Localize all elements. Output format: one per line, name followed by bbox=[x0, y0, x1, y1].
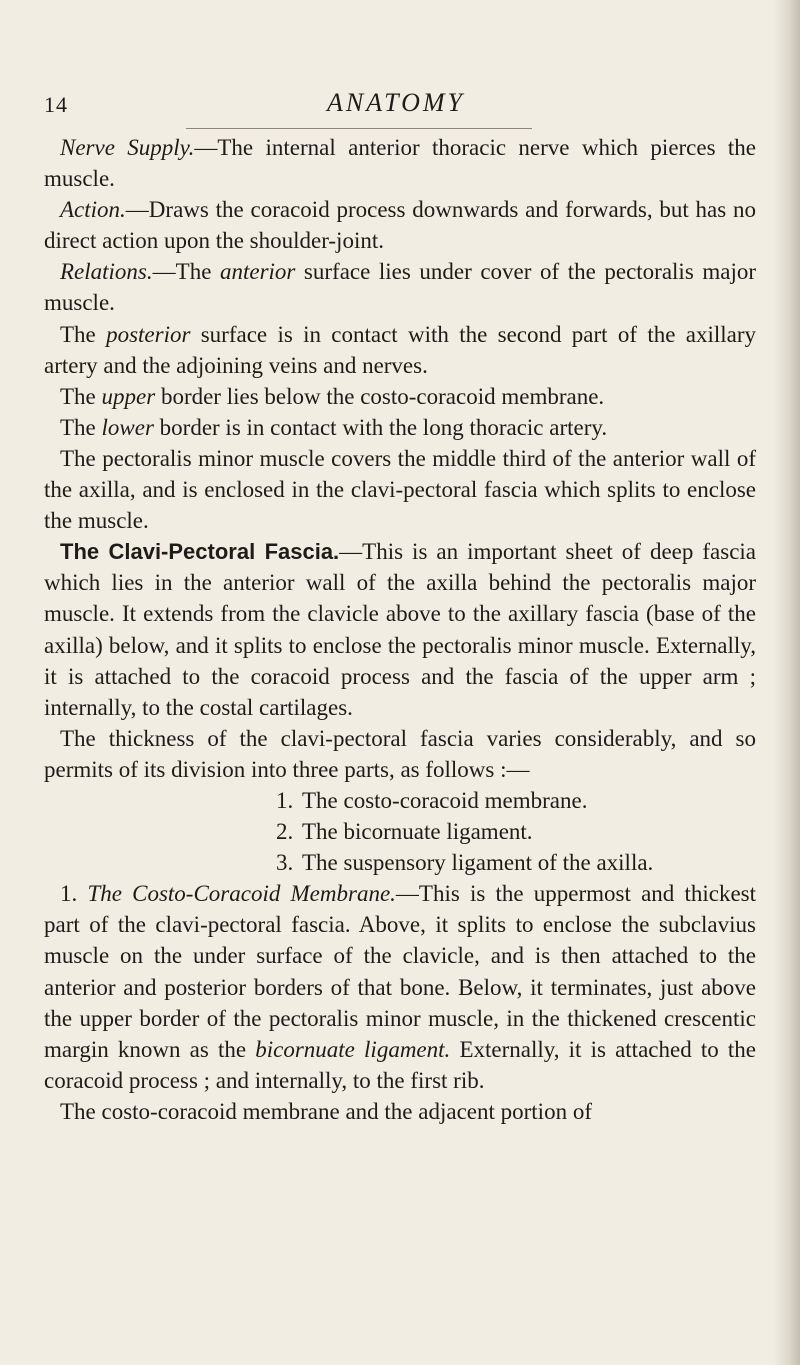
paragraph-nerve-supply: Nerve Supply.—The internal anterior thoracic nerve which pierces the muscle. bbox=[44, 135, 757, 192]
list-item: 1. The costo-coracoid membrane. bbox=[276, 787, 588, 813]
running-title: ANATOMY bbox=[326, 88, 466, 117]
running-head bbox=[44, 88, 748, 132]
body-text bbox=[44, 132, 756, 1127]
paragraph-action: Action.—Draws the coracoid process downwards and forwards, but has no direct action upon the shoulder-joint. bbox=[44, 197, 756, 254]
paragraph-relations: Relations.—The anterior surface lies under cover of the pectoralis major muscle. bbox=[44, 259, 756, 316]
paragraph-clavi-pectoral-fascia: The Clavi-Pectoral Fascia.—This is an important sheet of deep fascia which lies in the anterior wall of the axilla behind the pectoralis major muscle. It extends from the clavicle above to the axillary fascia (base of the axilla) below, and it splits to enclose the pectoralis minor muscle. Externally, it is attached to the coracoid process and the fascia of the upper arm ; internally, to the costal cartilages. bbox=[44, 539, 756, 720]
paragraph-costo-coracoid-membrane: 1. The Costo-Coracoid Membrane.—This is the uppermost and thickest part of the clavi-pectoral fascia. Above, it splits to enclose the subclavius muscle on the under surface of the clavicle, and is then attached to the anterior and posterior borders of that bone. Below, it terminates, just above the upper border of the pectoralis minor muscle, in the thickened crescentic margin known as the bicornuate ligament. Externally, it is attached to the coracoid process ; and internally, to the first rib. bbox=[44, 881, 756, 1093]
section-heading: The Clavi-Pectoral Fascia. bbox=[60, 539, 340, 565]
paragraph-pectoralis-minor: The pectoralis minor muscle covers the middle third of the anterior wall of the axilla, and is enclosed in the clavi-pectoral fascia which splits to enclose the muscle. bbox=[44, 445, 756, 534]
paragraph-thickness: The thickness of the clavi-pectoral fascia varies considerably, and so permits of its division into three parts, as follows :— bbox=[44, 725, 756, 782]
page-edge-shadow bbox=[774, 0, 800, 1365]
paragraph-upper-border: The upper border lies below the costo-coracoid membrane. bbox=[60, 383, 605, 409]
header-rule bbox=[186, 128, 532, 129]
paragraph-posterior-surface: The posterior surface is in contact with the second part of the axillary artery and the adjoining veins and nerves. bbox=[44, 321, 756, 378]
list-item: 2. The bicornuate ligament. bbox=[276, 819, 533, 845]
paragraph-last-line: The costo-coracoid membrane and the adjacent portion of bbox=[60, 1098, 592, 1124]
page-number: 14 bbox=[44, 92, 68, 117]
list-item: 3. The suspensory ligament of the axilla. bbox=[276, 850, 654, 876]
paragraph-lower-border: The lower border is in contact with the long thoracic artery. bbox=[60, 414, 608, 440]
